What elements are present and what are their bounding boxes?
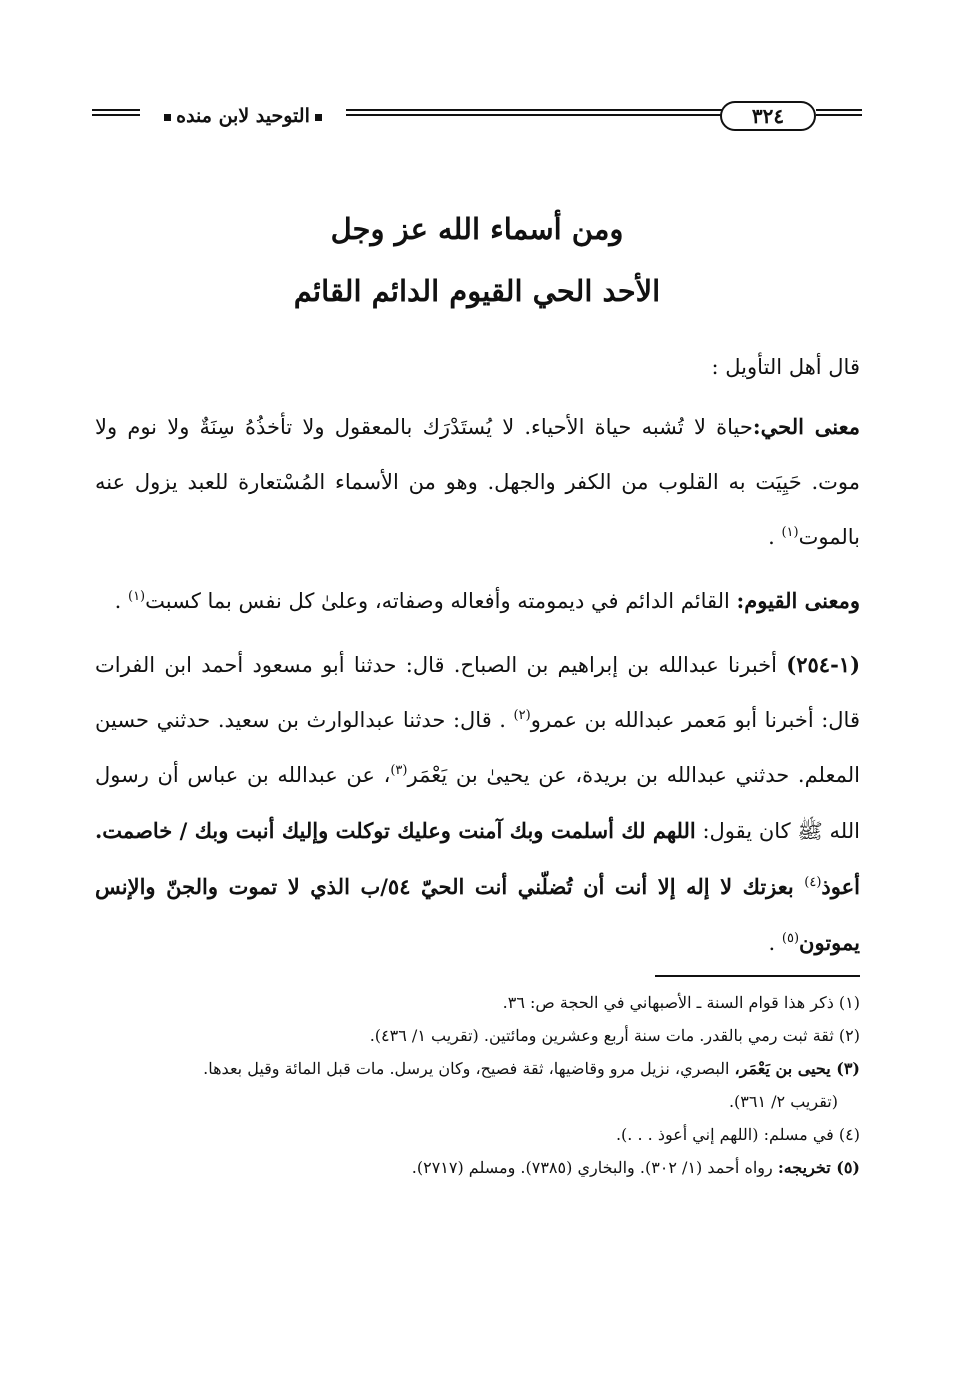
hadith-matn: بعزتك لا إله إلا أنت أن تُضلّني أنت الحيّ xyxy=(421,874,805,899)
footnote-separator xyxy=(655,975,860,977)
isnad-text: ، عن عبدالله بن عباس أن رسول الله ﷺ كان يقول: xyxy=(95,763,860,843)
footnote-label: (٣) يحيى بن يَعْمَر، xyxy=(734,1059,860,1078)
header-rule-left xyxy=(92,109,140,122)
footnote-ref[interactable]: (٤) xyxy=(804,875,822,890)
body-text xyxy=(95,340,860,979)
paragraph-meaning-al-qayyum xyxy=(95,573,860,629)
footnote-text: البصري، نزيل مرو وقاضيها، ثقة فصيح، وكان يرسل. مات قبل المائة وقيل بعدها. xyxy=(203,1059,735,1078)
footnote-ref[interactable]: (٣) xyxy=(390,763,408,778)
footnote-text: رواه أحمد (١/ ٣٠٢). والبخاري (٧٣٨٥). ومسلم (٢٧١٧). xyxy=(411,1158,778,1177)
page-number: ٣٢٤ xyxy=(720,101,816,131)
square-ornament-icon xyxy=(315,114,322,121)
footnote-ref[interactable]: (٢) xyxy=(513,708,531,723)
hadith-matn: الذي لا تموت والجنّ والإنس يموتون xyxy=(95,874,860,955)
running-title xyxy=(144,100,342,132)
hadith-paragraph xyxy=(95,637,860,971)
isnad-text: أخبرنا عبدالله بن إبراهيم بن الصباح. قال: حدثنا أبو مسعود أحمد ابن الفرات قال: أخبرنا أبو مَعمر عبدالله بن عمرو xyxy=(95,653,860,732)
paragraph-end: . xyxy=(768,525,782,549)
paragraph-meaning-al-hayy xyxy=(95,399,860,565)
footnote-ref[interactable]: (١) xyxy=(781,525,799,540)
footnote-label: (٥) تخريجه: xyxy=(777,1158,860,1177)
paragraph-end: . xyxy=(768,931,782,955)
hadith-number: (١-٢٥٤) xyxy=(786,652,860,677)
chapter-heading-line-2: الأحد الحي القيوم الدائم القائم xyxy=(293,274,661,308)
footnotes xyxy=(95,988,860,1186)
chapter-heading-line-1: ومن أسماء الله عز وجل xyxy=(330,212,624,246)
hadith-matn: اللهم لك أسلمت وبك آمنت وعليك توكلت وإليك أنبت وبك / خاصمت. أعوذ xyxy=(95,818,860,899)
footnote-5 xyxy=(95,1153,860,1183)
isnad-text: . قال: حدثنا عبدالوارث بن سعيد. حدثني حسين المعلم. حدثني عبدالله بن بريدة، عن يحيىٰ بن يَعْمَر xyxy=(95,708,860,787)
running-header xyxy=(92,100,862,136)
paragraph-end: . xyxy=(114,589,128,613)
paragraph-text: القائم الدائم في ديمومته وأفعاله وصفاته، وعلىٰ كل نفس بما كسبت xyxy=(145,589,737,613)
intro-line: قال أهل التأويل : xyxy=(711,355,860,379)
square-ornament-icon xyxy=(164,114,171,121)
footnote-2: (٢) ثقة ثبت رمي بالقدر. مات سنة أربع وعشرين ومائتين. (تقريب ١/ ٤٣٦). xyxy=(369,1026,860,1045)
footnote-3-continuation: (تقريب ٢/ ٣٦١). xyxy=(728,1092,838,1111)
term-label: ومعنى القيوم: xyxy=(736,588,860,613)
paragraph-text: حياة لا تُشبه حياة الأحياء. لا يُستَدْرَك بالمعقول ولا تأخذُهُ سِنَةٌ ولا نوم ولا موت. حَيِيَت به القلوب من الكفر والجهل. وهو من الأسماء المُسْتعارة للعبد يزول عنه بالموت xyxy=(95,415,860,549)
footnote-ref[interactable]: (٥) xyxy=(781,931,800,946)
footnote-1: (١) ذكر هذا قوام السنة ـ الأصبهاني في الحجة ص: ٣٦. xyxy=(502,993,860,1012)
running-title-text: التوحيد لابن منده xyxy=(176,105,310,127)
term-label: معنى الحي: xyxy=(752,414,860,439)
header-rule-right xyxy=(816,109,862,122)
manuscript-folio-note: ٥٤/ب xyxy=(360,874,422,899)
footnote-4: (٤) في مسلم: (اللهم إني أعوذ . . .). xyxy=(615,1125,860,1144)
footnote-ref[interactable]: (١) xyxy=(127,589,146,604)
footnote-3 xyxy=(95,1054,860,1084)
